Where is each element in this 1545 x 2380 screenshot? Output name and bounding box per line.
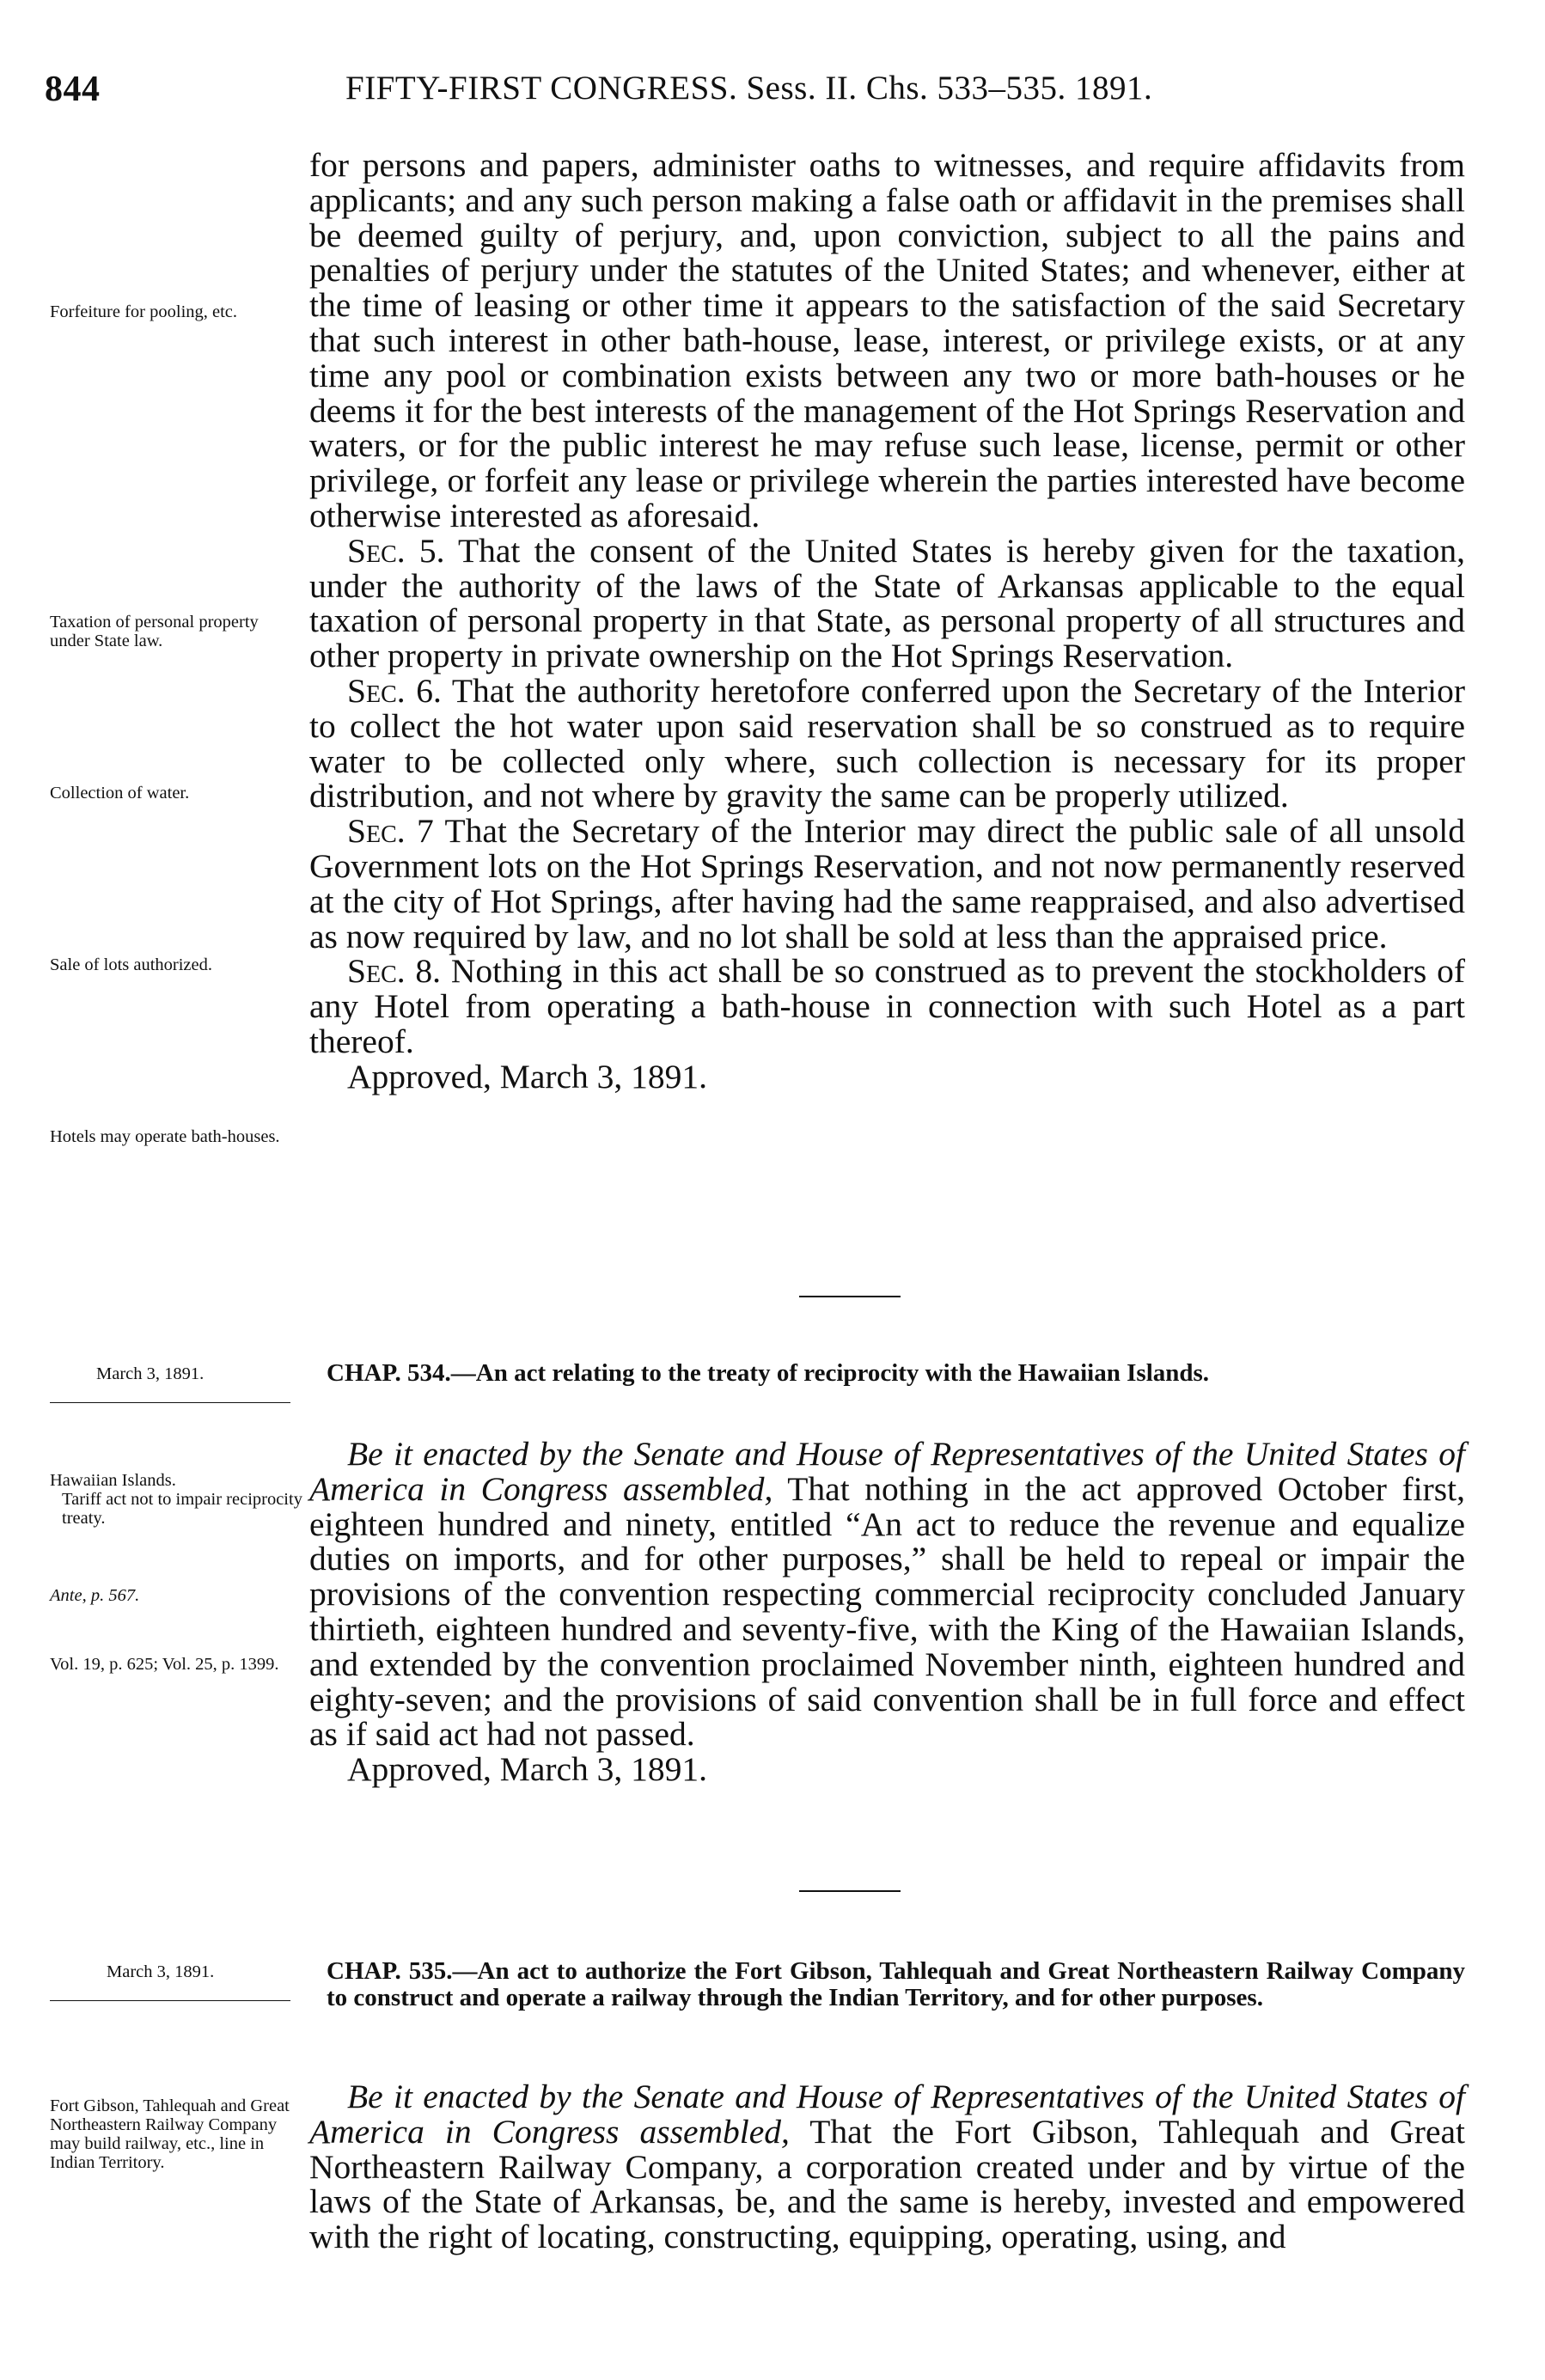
section-6-text: That the authority heretofore conferred upon the Secretary of the Interior to collect the hot water upon said reservation shall be so construed as to require water to be collected only where, such collection is necessary for its proper distribution, and not where by gravity the same can be properly utilized. [309, 671, 1465, 815]
section-7-text: That the Secretary of the Interior may direct the public sale of all unsold Government lots on the Hot Springs Reservation, and not now permanently reserved at the city of Hot Springs, after having had the same reappraised, and also advertised as now required by law, and no lot shall be sold at less than the appraised price. [309, 812, 1466, 955]
chapter-534-heading [327, 1360, 1465, 1387]
paragraph-continuation: for persons and papers, administer oaths to witnesses, and require affidavits from applicants; and any such person making a false oath or affidavit in the premises shall be deemed guilty of perjury, and, upon conviction, subject to all the pains and penalties of perjury under the statutes of the United States; and whenever, either at the time of leasing or other time it appears to the satisfaction of the said Secretary that such interest in other bath-house, lease, interest, or privilege exists, or at any time any pool or combination exists between any two or more bath-houses or he deems it for the best interests of the management of the Hot Springs Reservation and waters, or for the public interest he may refuse such lease, license, permit or other privilege, or forfeit any lease or privilege wherein the parties interested have become otherwise interested as aforesaid. [309, 146, 1465, 534]
section-5 [309, 531, 1465, 675]
chapter-535-body [309, 2079, 1465, 2255]
margin-note-collection: Collection of water. [50, 784, 190, 802]
section-5-label: Sec. 5. [347, 531, 445, 570]
chapter-534-body [309, 1437, 1465, 1752]
chapter-534-date: March 3, 1891. [96, 1364, 205, 1383]
enacting-clause-534: Be it enacted by the Senate and House of Representatives of the United States of America in Congress assembled, [309, 1435, 1465, 1508]
section-8-label: Sec. 8. [347, 952, 442, 991]
chapter-534-label: CHAP. 534. [327, 1359, 451, 1387]
chapter-534-text [309, 1437, 1465, 1787]
chapter-535-text [309, 2079, 1465, 2255]
date-underline [50, 1402, 290, 1403]
margin-note-taxation: Taxation of personal property under State law. [50, 613, 259, 650]
body-534: That nothing in the act approved October first, eighteen hundred and ninety, entitled “An act to reduce the revenue and equalize duties on imports, and for other purposes,” shall be held to repeal or impair the provisions of the convention respecting commercial reciprocity concluded January thirtieth, eighteen hundred and seventy-five, with the King of the Hawaiian Islands, and extended by the convention proclaimed November ninth, eighteen hundred and eighty-seven; and the provisions of said convention shall be in full force and effect as if said act had not passed. [309, 1469, 1466, 1754]
section-divider [799, 1296, 901, 1297]
section-6 [309, 671, 1465, 815]
approved-534: Approved, March 3, 1891. [347, 1750, 708, 1789]
margin-note-sale: Sale of lots authorized. [50, 955, 213, 974]
chapter-535-date: March 3, 1891. [107, 1962, 215, 1981]
section-divider-2 [799, 1890, 901, 1892]
approved-533: Approved, March 3, 1891. [347, 1057, 708, 1095]
margin-note-tariff: Tariff act not to impair reciprocity treaty. [62, 1490, 302, 1528]
chapter-534-title: —An act relating to the treaty of reciprocity with the Hawaiian Islands. [450, 1359, 1210, 1387]
body-535: That the Fort Gibson, Tahlequah and Great Northeastern Railway Company, a corporation created under and by virtue of the laws of the State of Arkansas, be, and the same is hereby, invested and empowered with the right of locating, constructing, equipping, operating, using, and [309, 2112, 1466, 2256]
section-8-text: Nothing in this act shall be so construed as to prevent the stockholders of any Hotel from operating a bath-house in connection with such Hotel as a part thereof. [309, 952, 1466, 1060]
chapter-535-label: CHAP. 535. [327, 1957, 453, 1985]
margin-note-vol: Vol. 19, p. 625; Vol. 25, p. 1399. [50, 1655, 279, 1674]
section-5-text: That the consent of the United States is hereby given for the taxation, under the authority of the laws of the State of Arkansas applicable to the equal taxation of personal property in that State, as personal property of all structures and other property in private ownership on the Hot Springs Reservation. [309, 531, 1465, 675]
margin-note-forfeiture: Forfeiture for pooling, etc. [50, 302, 238, 321]
chapter-533-text [309, 148, 1465, 1095]
running-head [45, 69, 1463, 112]
margin-note-ante: Ante, p. 567. [50, 1586, 140, 1605]
section-7 [309, 814, 1465, 954]
running-title: FIFTY-FIRST CONGRESS. Sess. II. Chs. 533–535. 1891. [345, 70, 1153, 107]
chapter-535-title: —An act to authorize the Fort Gibson, Tahlequah and Great Northeastern Railway Company to construct and operate a railway through the Indian Territory, and for other purposes. [327, 1957, 1465, 2011]
margin-note-hotels: Hotels may operate bath-houses. [50, 1127, 280, 1146]
section-8 [309, 954, 1465, 1059]
section-6-label: Sec. 6. [347, 671, 442, 710]
date-underline-2 [50, 2000, 290, 2001]
chapter-535-heading [327, 1958, 1465, 2011]
section-7-label: Sec. 7 [347, 812, 434, 851]
margin-note-fort-gibson: Fort Gibson, Tahlequah and Great Northeastern Railway Company may build railway, etc., line in Indian Territory. [50, 2096, 290, 2172]
page-number: 844 [45, 70, 101, 109]
enacting-clause-535: Be it enacted by the Senate and House of Representatives of the United States of America in Congress assembled, [309, 2078, 1465, 2151]
margin-note-hawaiian: Hawaiian Islands. [50, 1471, 176, 1490]
